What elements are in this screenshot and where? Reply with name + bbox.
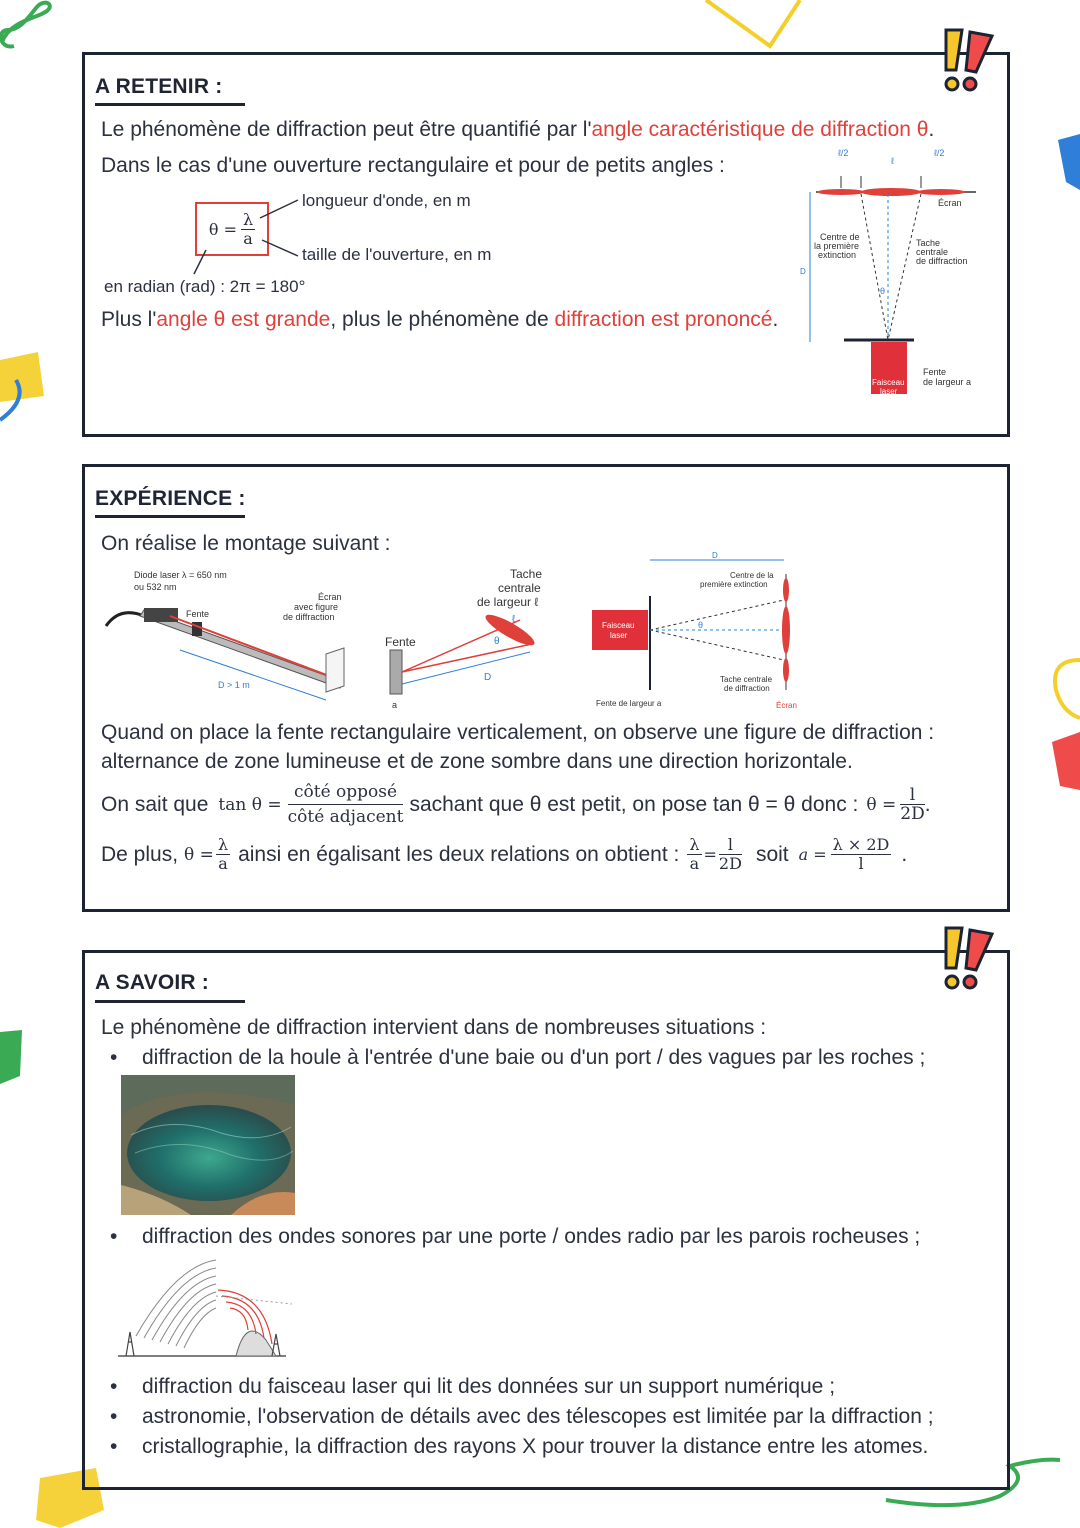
diag-ecran: Écran: [938, 198, 962, 208]
retenir-line3-pre: Plus l': [101, 308, 157, 331]
l3-dot: .: [924, 792, 931, 816]
one-2d-fraction: [719, 836, 742, 873]
l4-mid: ainsi en égalisant les deux relations on obtient :: [238, 842, 680, 866]
experience-line4: [101, 836, 907, 873]
savoir-item-2-text: diffraction des ondes sonores par une porte / ondes radio par les parois rocheuses ;: [142, 1225, 921, 1248]
fig-l: ℓ: [512, 614, 516, 625]
fig-centre-2: première extinction: [700, 580, 768, 589]
fig-tache-3: de largeur ℓ: [477, 595, 539, 609]
l3-mid: sachant que θ est petit, on pose tan θ = θ donc :: [409, 792, 859, 816]
fig-faisceau-1: Faisceau: [602, 621, 635, 630]
retenir-line3-red1: angle θ est grande: [156, 308, 331, 331]
result-fraction: [831, 836, 892, 873]
diag-centre-2: la première: [814, 241, 860, 251]
fig-d-top: D: [712, 551, 718, 560]
savoir-item-5: [112, 1435, 928, 1459]
savoir-item-2: [112, 1225, 920, 1249]
retenir-line1-pre: Le phénomène de diffraction peut être quantifié par l': [101, 118, 592, 141]
experience-title: EXPÉRIENCE :: [95, 487, 246, 510]
savoir-item-4: [112, 1405, 934, 1429]
note-a: taille de l'ouverture, en m: [302, 245, 492, 264]
diag-fente-2: de largeur a: [923, 377, 972, 387]
tan-den: côté adjacent: [287, 807, 404, 827]
theta-eq: θ =: [866, 794, 897, 815]
retenir-title-underline: [95, 103, 245, 106]
fig-fente2: Fente: [385, 635, 416, 649]
diag-l2-right: ℓ/2: [934, 148, 945, 158]
fig-fente-largeur: Fente de largeur a: [596, 699, 662, 708]
diag-faisceau-2: laser: [880, 387, 898, 396]
retenir-line1-red: angle caractéristique de diffraction θ: [591, 118, 929, 141]
diag-l2-left: ℓ/2: [838, 148, 849, 158]
savoir-item-3: [112, 1375, 835, 1399]
retenir-title: A RETENIR :: [95, 75, 223, 98]
savoir-item-5-text: cristallographie, la diffraction des rayons X pour trouver la distance entre les atomes.: [142, 1435, 929, 1458]
diag-tache-3: de diffraction: [916, 256, 968, 266]
tan-fraction: [288, 780, 404, 829]
diag-faisceau-1: Faisceau: [872, 378, 905, 387]
savoir-title-underline: [95, 1000, 245, 1003]
retenir-line3-red2: diffraction est prononcé: [554, 308, 773, 331]
l4-dot: .: [901, 842, 908, 866]
diag-d: D: [800, 267, 806, 276]
fig-diode-2: ou 532 nm: [134, 582, 177, 592]
lam-a-fraction: [216, 836, 230, 873]
savoir-item-1: [112, 1046, 925, 1070]
tan-num: côté opposé: [288, 780, 404, 805]
fig-fente: Fente: [186, 609, 210, 619]
retenir-line1: [101, 118, 934, 142]
note-lambda: longueur d'onde, en m: [302, 191, 471, 210]
a-den: a: [218, 854, 228, 873]
fig-theta-2: θ: [698, 620, 704, 630]
one-num: l: [719, 836, 742, 855]
retenir-line3-mid: , plus le phénomène de: [330, 308, 555, 331]
fig-theta: θ: [494, 636, 500, 647]
fig-a: a: [392, 700, 398, 710]
exclamation-icon: [936, 26, 1000, 94]
diag-centre-1: Centre de: [820, 232, 860, 242]
l3-pre: On sait que: [101, 792, 209, 816]
formula-arrows: [190, 190, 310, 280]
fig-dist: D > 1 m: [218, 680, 250, 690]
a-den-2: a: [689, 854, 700, 873]
diag-tache-2: centrale: [916, 247, 949, 257]
lam-num-2: λ: [689, 835, 700, 854]
retenir-line3-post: .: [772, 308, 779, 331]
exclamation-icon: [936, 924, 1000, 992]
retenir-line1-post: .: [928, 118, 935, 141]
theta-den: 2D: [900, 804, 925, 824]
experience-intro: On réalise le montage suivant :: [101, 532, 391, 555]
fig-tache-1: Tache: [510, 567, 543, 581]
wave-diffraction-figure: [116, 1256, 296, 1364]
fig-ecran-3: de diffraction: [283, 612, 335, 622]
fig-tache2-2: de diffraction: [724, 684, 770, 693]
fig-tache2-1: Tache centrale: [720, 675, 773, 684]
retenir-line2: Dans le cas d'une ouverture rectangulaire et pour de petits angles :: [101, 154, 725, 177]
note-theta: en radian (rad) : 2π = 180°: [104, 277, 306, 296]
l4-pre: De plus,: [101, 842, 179, 866]
twod-den: 2D: [718, 854, 742, 873]
formula-num: λ: [242, 209, 254, 229]
fig-centre-1: Centre de la: [730, 571, 774, 580]
diffraction-diagram: [796, 142, 996, 402]
fig-ecran2: Écran: [776, 701, 797, 710]
formula-lhs: θ =: [208, 219, 237, 239]
theta-eq2: θ =: [184, 844, 214, 865]
experience-line3: [101, 780, 931, 829]
fig-diode: Diode laser λ = 650 nm: [134, 570, 227, 580]
experience-figure: [100, 551, 840, 712]
diag-theta: θ: [880, 286, 886, 296]
theta-fraction: [900, 786, 924, 823]
diag-tache-1: Tache: [916, 238, 941, 248]
result-den: l: [858, 854, 864, 873]
savoir-item-1-text: diffraction de la houle à l'entrée d'une baie ou d'un port / des vagues par les roches ;: [142, 1046, 926, 1069]
theta-num: l: [900, 786, 924, 805]
tan-label: tan θ =: [218, 794, 282, 815]
experience-title-underline: [95, 515, 245, 518]
fig-ecran-2: avec figure: [294, 602, 339, 612]
experience-p2: alternance de zone lumineuse et de zone sombre dans une direction horizontale.: [101, 750, 853, 773]
lam-a-fraction-2: [687, 836, 701, 873]
result-num: λ × 2D: [832, 835, 890, 854]
eq-sign: =: [703, 845, 717, 864]
diag-l: ℓ: [891, 156, 894, 166]
soit: soit: [755, 842, 789, 866]
diag-centre-3: extinction: [818, 250, 857, 260]
fig-tache-2: centrale: [498, 581, 541, 595]
lam-num: λ: [217, 835, 229, 854]
diag-fente-1: Fente: [923, 367, 947, 377]
savoir-item-3-text: diffraction du faisceau laser qui lit des données sur un support numérique ;: [142, 1375, 836, 1398]
bay-photo: [121, 1075, 295, 1215]
a-eq: a =: [798, 845, 827, 864]
retenir-line3: [101, 308, 778, 332]
savoir-intro: Le phénomène de diffraction intervient dans de nombreuses situations :: [101, 1016, 767, 1039]
fig-faisceau-2: laser: [610, 631, 628, 640]
formula-den: a: [243, 228, 253, 248]
savoir-title: A SAVOIR :: [95, 971, 210, 994]
fig-d: D: [484, 672, 492, 683]
fig-ecran-1: Écran: [318, 592, 342, 602]
savoir-item-4-text: astronomie, l'observation de détails avec des télescopes est limitée par la diffraction ;: [142, 1405, 934, 1428]
experience-p1: Quand on place la fente rectangulaire verticalement, on observe une figure de diffraction :: [101, 721, 935, 744]
